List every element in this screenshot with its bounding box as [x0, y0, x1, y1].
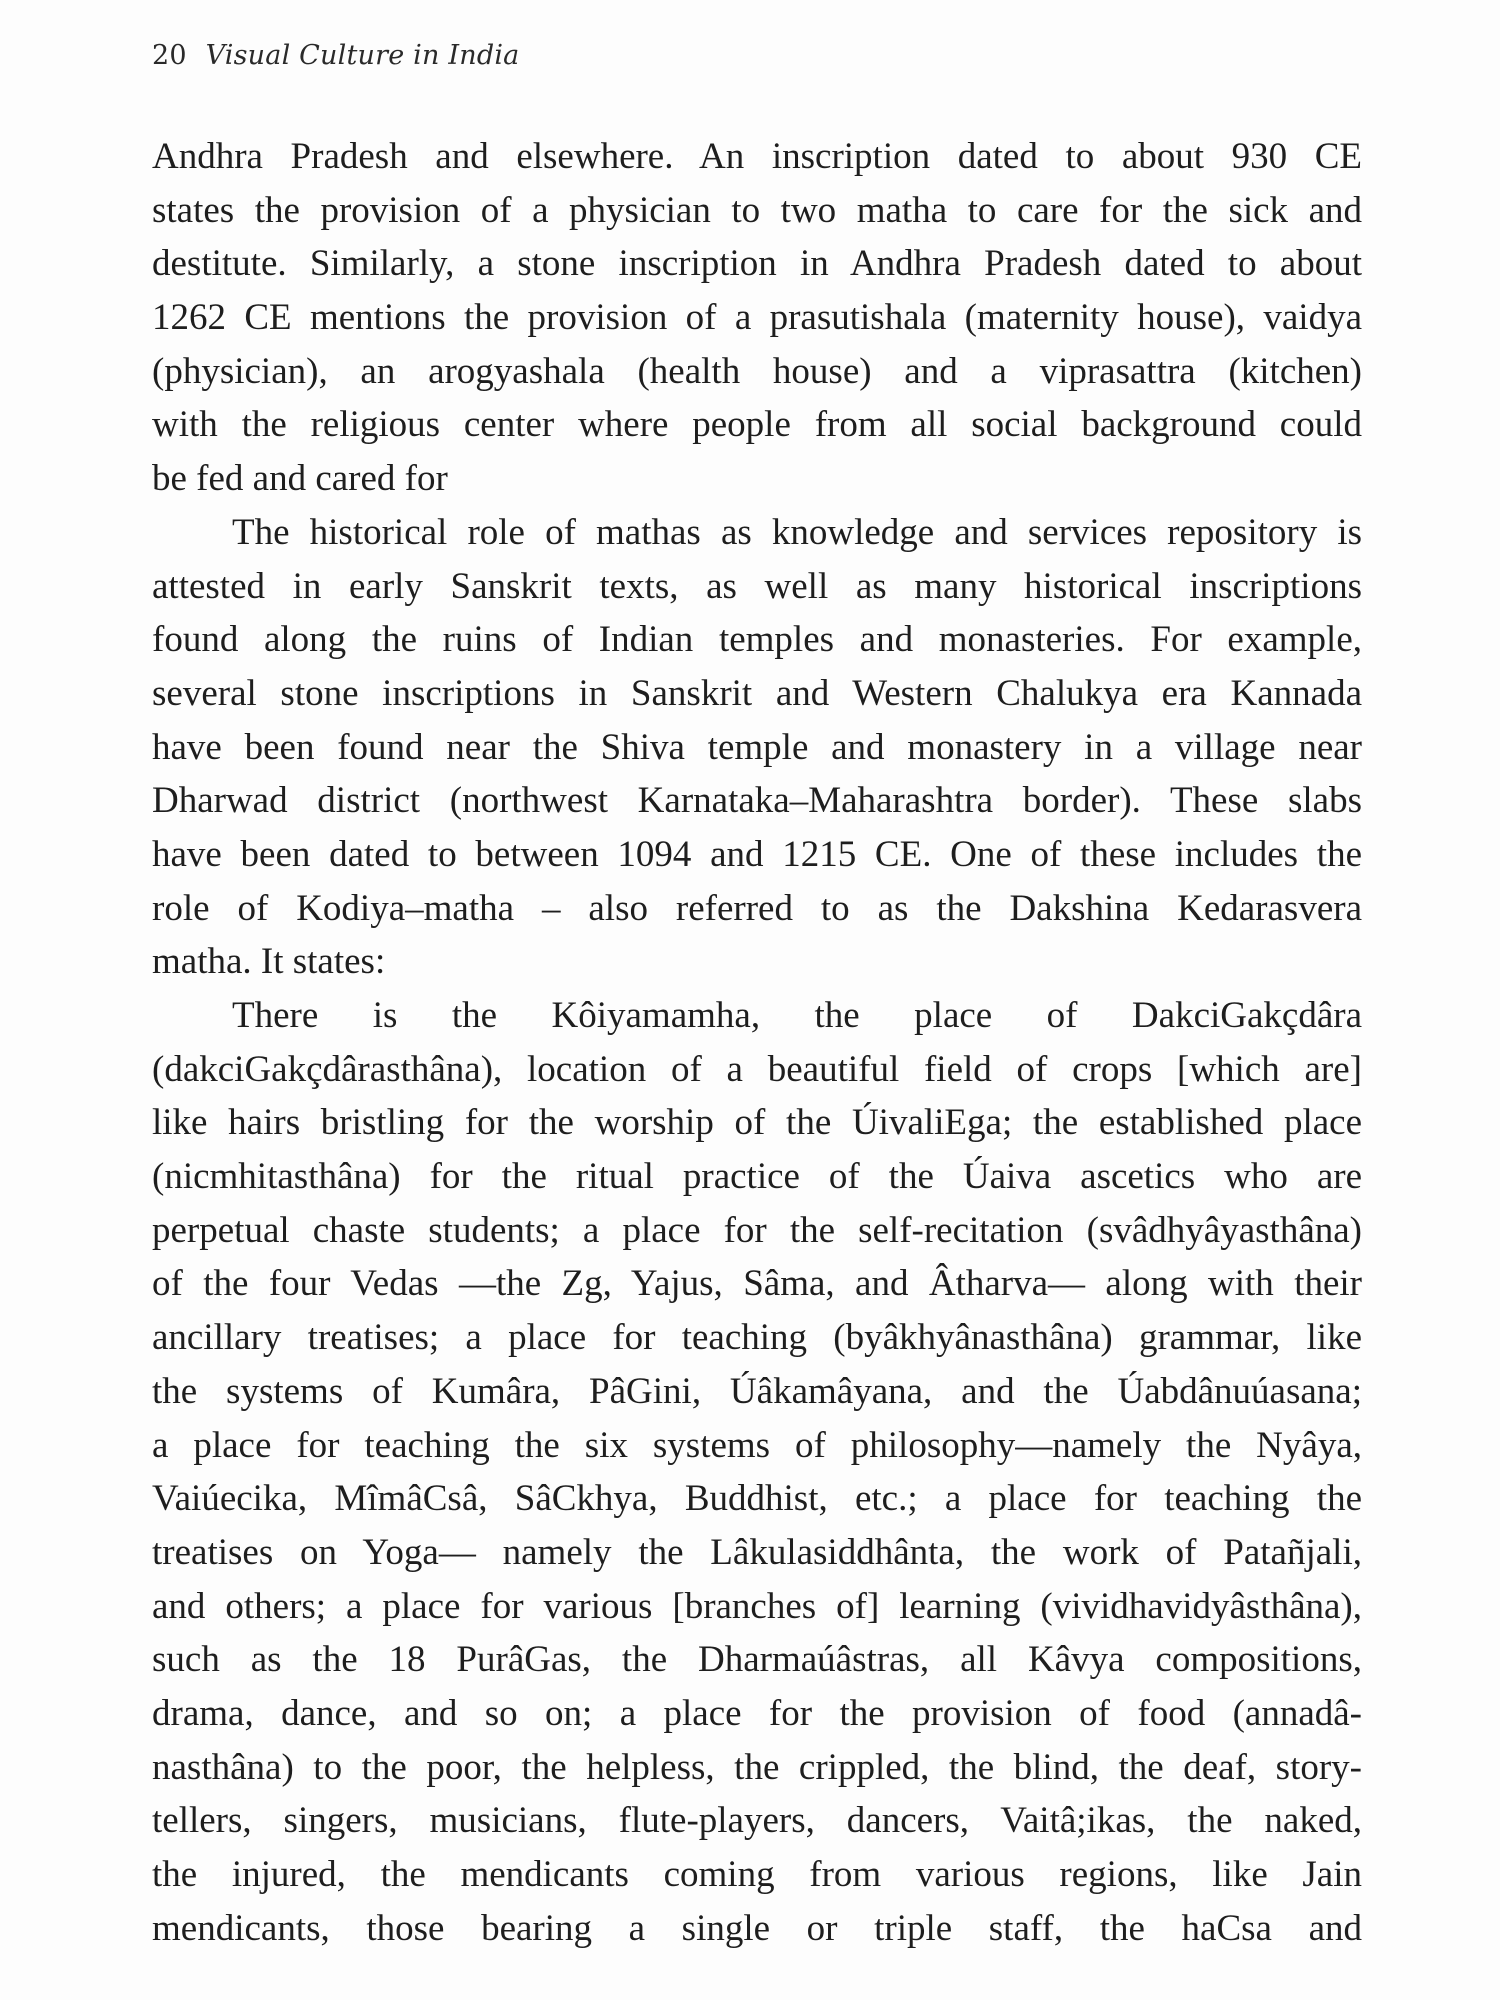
text-line: such as the 18 PurâGas, the Dharmaúâstras, all Kâvya compositions, — [152, 1639, 1362, 1681]
text-line: attested in early Sanskrit texts, as well as many historical inscriptions — [152, 565, 1362, 607]
text-line: be fed and cared for — [152, 458, 448, 500]
page-number: 20 — [152, 40, 187, 71]
text-line: mendicants, those bearing a single or triple staff, the haCsa and — [152, 1907, 1362, 1949]
text-line: drama, dance, and so on; a place for the provision of food (annadâ- — [152, 1692, 1362, 1734]
text-line: nasthâna) to the poor, the helpless, the crippled, the blind, the deaf, story- — [152, 1746, 1362, 1788]
body-text — [152, 130, 1362, 1955]
text-line: treatises on Yoga— namely the Lâkulasiddhânta, the work of Patañjali, — [152, 1531, 1362, 1573]
book-title: Visual Culture in India — [205, 40, 520, 71]
text-line: The historical role of mathas as knowledge and services repository is — [232, 511, 1362, 553]
text-line: the injured, the mendicants coming from various regions, like Jain — [152, 1854, 1362, 1895]
text-line: (nicmhitasthâna) for the ritual practice of the Úaiva ascetics who are — [152, 1156, 1362, 1198]
text-line: several stone inscriptions in Sanskrit and Western Chalukya era Kannada — [152, 672, 1362, 714]
text-line: (physician), an arogyashala (health house) and a viprasattra (kitchen) — [152, 350, 1362, 392]
text-line: role of Kodiya–matha – also referred to as the Dakshina Kedarasvera — [152, 887, 1362, 929]
text-line: destitute. Similarly, a stone inscription in Andhra Pradesh dated to about — [152, 243, 1362, 285]
text-line: and others; a place for various [branches of] learning (vividhavidyâsthâna), — [152, 1585, 1362, 1627]
text-line: ancillary treatises; a place for teaching (byâkhyânasthâna) grammar, like — [152, 1317, 1362, 1359]
text-line: Dharwad district (northwest Karnataka–Maharashtra border). These slabs — [152, 780, 1362, 822]
text-line: Andhra Pradesh and elsewhere. An inscription dated to about 930 CE — [152, 136, 1362, 177]
text-line: perpetual chaste students; a place for the self-recitation (svâdhyâyasthâna) — [152, 1209, 1362, 1251]
text-line: of the four Vedas —the Zg, Yajus, Sâma, and Âtharva— along with their — [152, 1263, 1362, 1305]
text-line: 1262 CE mentions the provision of a prasutishala (maternity house), vaidya — [152, 297, 1362, 339]
text-line: the systems of Kumâra, PâGini, Úâkamâyana, and the Úabdânuúasana; — [152, 1370, 1362, 1412]
text-line: have been dated to between 1094 and 1215 CE. One of these includes the — [152, 833, 1362, 875]
text-line: Vaiúecika, MîmâCsâ, SâCkhya, Buddhist, etc.; a place for teaching the — [152, 1478, 1362, 1520]
text-line: (dakciGakçdârasthâna), location of a beautiful field of crops [which are] — [152, 1048, 1362, 1090]
text-line: like hairs bristling for the worship of the ÚivaliEga; the established place — [152, 1102, 1362, 1144]
text-line: tellers, singers, musicians, flute-players, dancers, Vaitâ;ikas, the naked, — [152, 1800, 1362, 1842]
text-line: There is the Kôiyamamha, the place of DakciGakçdâra — [232, 995, 1362, 1036]
text-line: found along the ruins of Indian temples and monasteries. For example, — [152, 619, 1362, 661]
text-line: have been found near the Shiva temple and monastery in a village near — [152, 726, 1362, 768]
text-line: states the provision of a physician to two matha to care for the sick and — [152, 189, 1362, 231]
text-line: a place for teaching the six systems of philosophy—namely the Nyâya, — [152, 1424, 1362, 1466]
text-line: matha. It states: — [152, 941, 386, 983]
text-line: with the religious center where people from all social background could — [152, 404, 1362, 446]
running-head — [152, 40, 519, 71]
